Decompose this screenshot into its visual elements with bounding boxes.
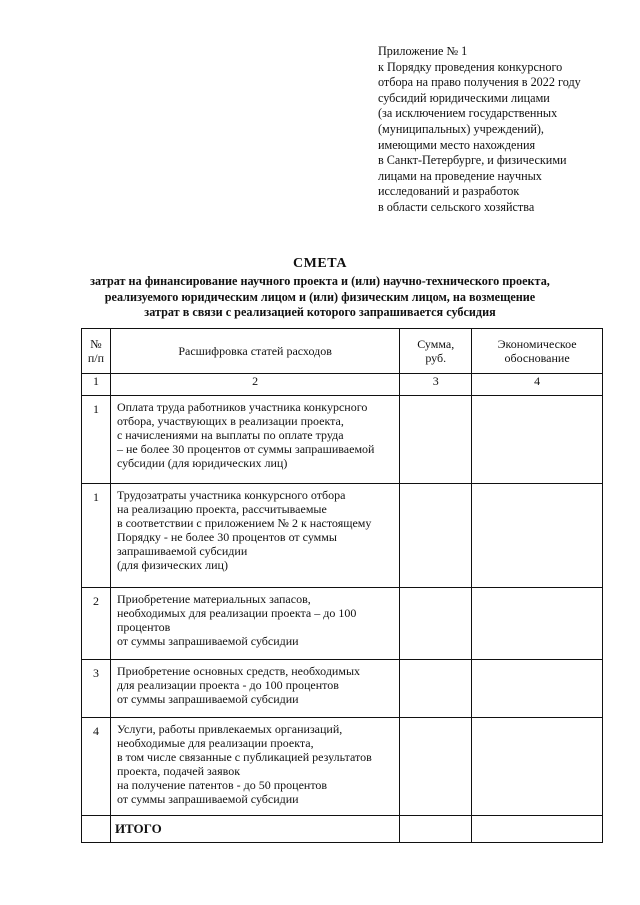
total-sum [400, 816, 472, 843]
row-sum [400, 660, 472, 718]
column-index: 4 [472, 374, 603, 396]
column-index: 1 [82, 374, 111, 396]
row-description: Трудозатраты участника конкурсного отбора на реализацию проекта, рассчитываемые в соответствии с приложением № 2 к настоящему Порядку - не более 30 процентов от суммы запрашиваемой субсидии (для физических лиц) [110, 484, 399, 588]
row-description: Приобретение основных средств, необходимых для реализации проекта - до 100 процентов от суммы запрашиваемой субсидии [110, 660, 399, 718]
row-sum [400, 718, 472, 816]
row-number: 1 [82, 396, 111, 484]
total-row [82, 816, 603, 843]
header-number: № п/п [82, 329, 111, 374]
table-row [82, 588, 603, 660]
table-header-row [82, 329, 603, 374]
row-justification [472, 588, 603, 660]
table-row [82, 660, 603, 718]
column-index: 2 [110, 374, 399, 396]
table-row [82, 718, 603, 816]
header-sum: Сумма, руб. [400, 329, 472, 374]
row-description: Приобретение материальных запасов, необходимых для реализации проекта – до 100 процентов от суммы запрашиваемой субсидии [110, 588, 399, 660]
column-index-row [82, 374, 603, 396]
row-sum [400, 396, 472, 484]
row-sum [400, 484, 472, 588]
row-justification [472, 718, 603, 816]
column-index: 3 [400, 374, 472, 396]
row-number: 2 [82, 588, 111, 660]
appendix-note: Приложение № 1 к Порядку проведения конкурсного отбора на право получения в 2022 году субсидий юридическими лицами (за исключением государственных (муниципальных) учреждений), имеющими место нахождения в Санкт-Петербурге, и физическими лицами на проведение научных исследований и разработок в области сельского хозяйства [378, 44, 581, 214]
row-description: Оплата труда работников участника конкурсного отбора, участвующих в реализации проекта, с начислениями на выплаты по оплате труда – не более 30 процентов от суммы запрашиваемой субсидии (для юридических лиц) [110, 396, 399, 484]
header-description: Расшифровка статей расходов [110, 329, 399, 374]
estimate-table [81, 328, 603, 843]
row-justification [472, 484, 603, 588]
table-row [82, 396, 603, 484]
header-justification: Экономическое обоснование [472, 329, 603, 374]
document-subtitle: затрат на финансирование научного проекта и (или) научно-технического проекта, реализуемого юридическим лицом и (или) физическим лицом, на возмещение затрат в связи с реализацией которого запрашивается субсидия [90, 274, 550, 320]
document-title: СМЕТА [293, 256, 347, 271]
row-number: 4 [82, 718, 111, 816]
row-sum [400, 588, 472, 660]
row-justification [472, 396, 603, 484]
row-number: 1 [82, 484, 111, 588]
row-description: Услуги, работы привлекаемых организаций, необходимые для реализации проекта, в том числе связанные с публикацией результатов проекта, подачей заявок на получение патентов - до 50 процентов от суммы запрашиваемой субсидии [110, 718, 399, 816]
total-label: ИТОГО [110, 816, 399, 843]
row-justification [472, 660, 603, 718]
table-row [82, 484, 603, 588]
row-number: 3 [82, 660, 111, 718]
total-number-cell [82, 816, 111, 843]
total-justification [472, 816, 603, 843]
